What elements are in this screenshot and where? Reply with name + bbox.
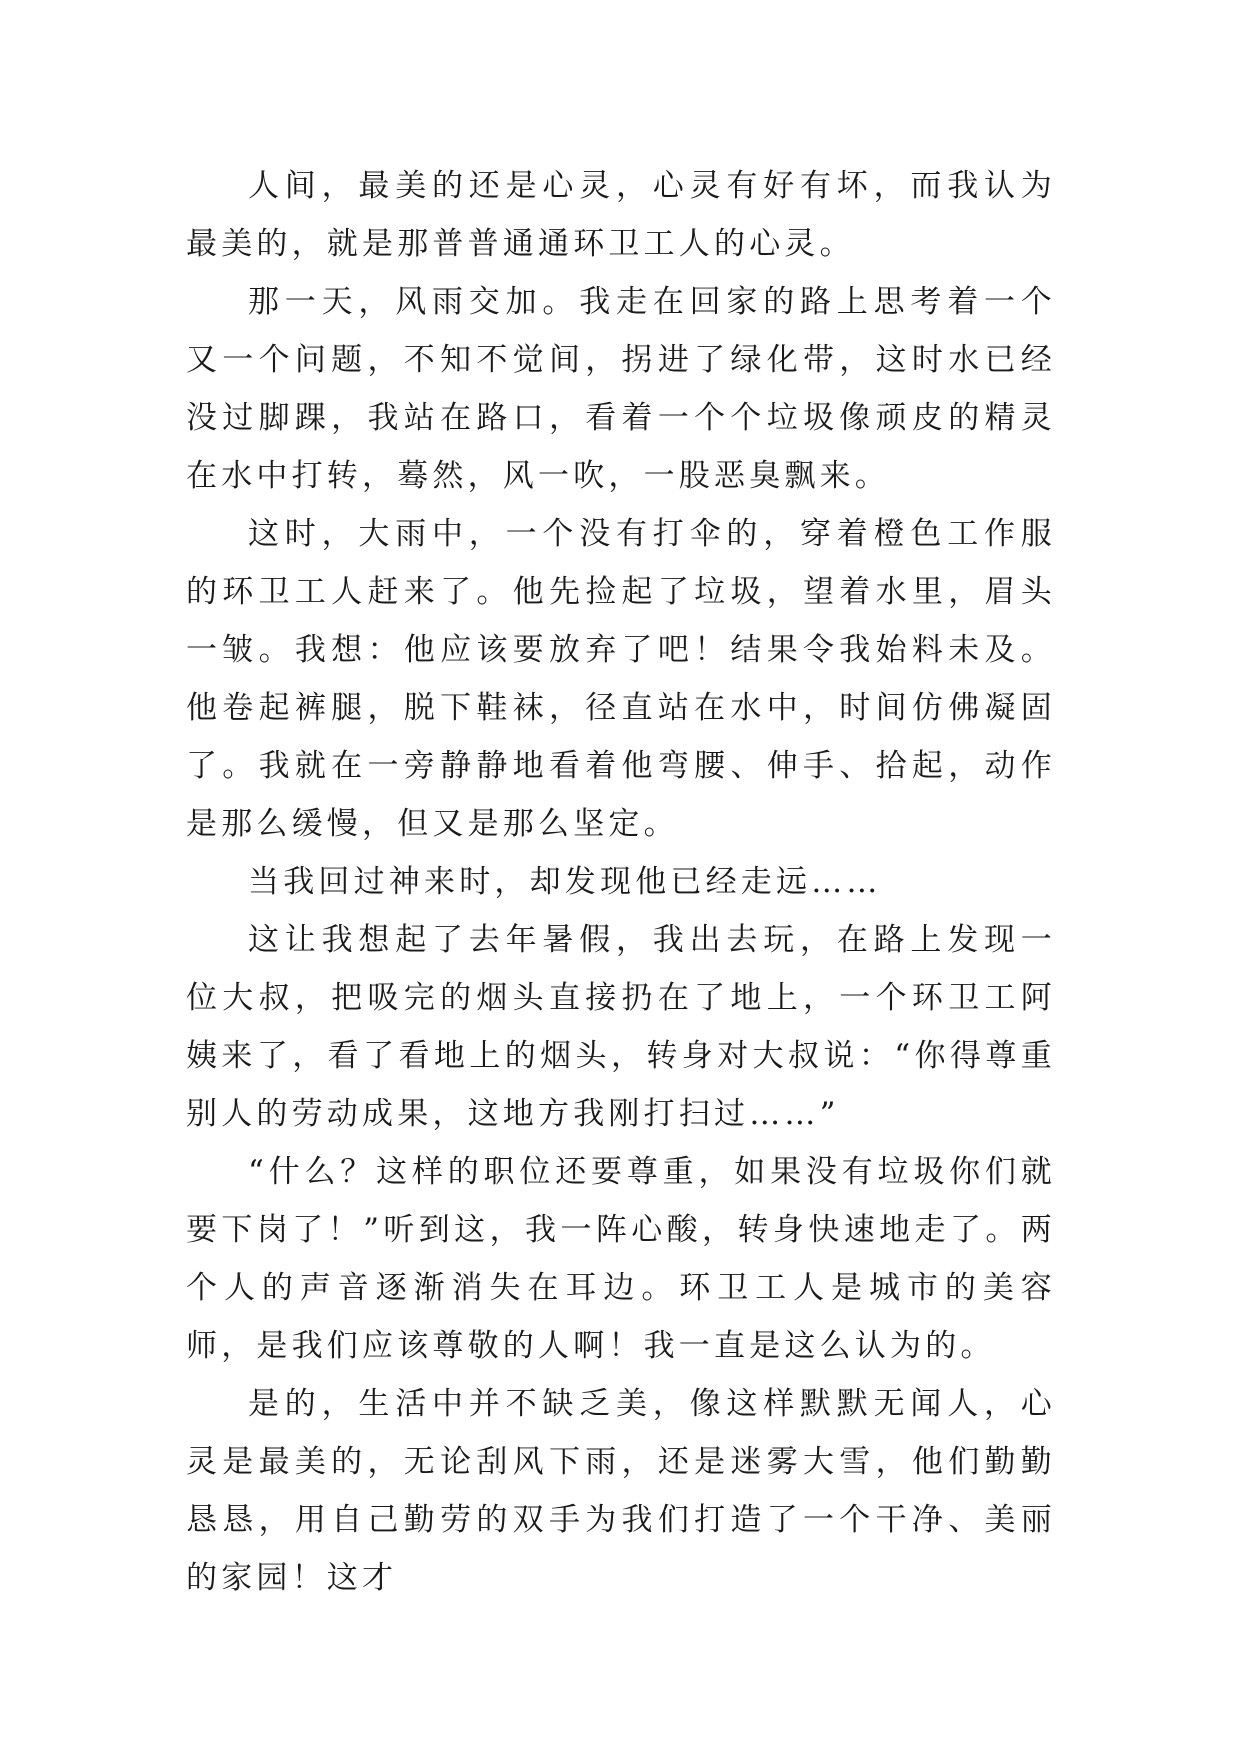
paragraph: 那一天，风雨交加。我走在回家的路上思考着一个又一个问题，不知不觉间，拐进了绿化带，这时水已经没过脚踝，我站在路口，看着一个个垃圾像顽皮的精灵在水中打转，蓦然，风一吹，一股恶臭飘来。 — [186, 284, 1056, 494]
paragraph: “什么？这样的职位还要尊重，如果没有垃圾你们就要下岗了！”听到这，我一阵心酸，转身快速地走了。两个人的声音逐渐消失在耳边。环卫工人是城市的美容师，是我们应该尊敬的人啊！我一直是这么认为的。 — [186, 1154, 1056, 1364]
paragraph: 人间，最美的还是心灵，心灵有好有坏，而我认为最美的，就是那普普通通环卫工人的心灵。 — [186, 168, 1056, 262]
paragraph: 这时，大雨中，一个没有打伞的，穿着橙色工作服的环卫工人赶来了。他先捡起了垃圾，望着水里，眉头一皱。我想：他应该要放弃了吧！结果令我始料未及。他卷起裤腿，脱下鞋袜，径直站在水中，时间仿佛凝固了。我就在一旁静静地看着他弯腰、伸手、拾起，动作是那么缓慢，但又是那么坚定。 — [186, 516, 1056, 842]
paragraph: 当我回过神来时，却发现他已经走远…… — [248, 864, 882, 900]
paragraph: 这让我想起了去年暑假，我出去玩，在路上发现一位大叔，把吸完的烟头直接扔在了地上，一个环卫工阿姨来了，看了看地上的烟头，转身对大叔说：“你得尊重别人的劳动成果，这地方我刚打扫过……” — [186, 922, 1056, 1132]
document-body — [186, 157, 1056, 1607]
paragraph: 是的，生活中并不缺乏美，像这样默默无闻人，心灵是最美的，无论刮风下雨，还是迷雾大雪，他们勤勤恳恳，用自己勤劳的双手为我们打造了一个干净、美丽的家园！这才 — [186, 1386, 1056, 1596]
